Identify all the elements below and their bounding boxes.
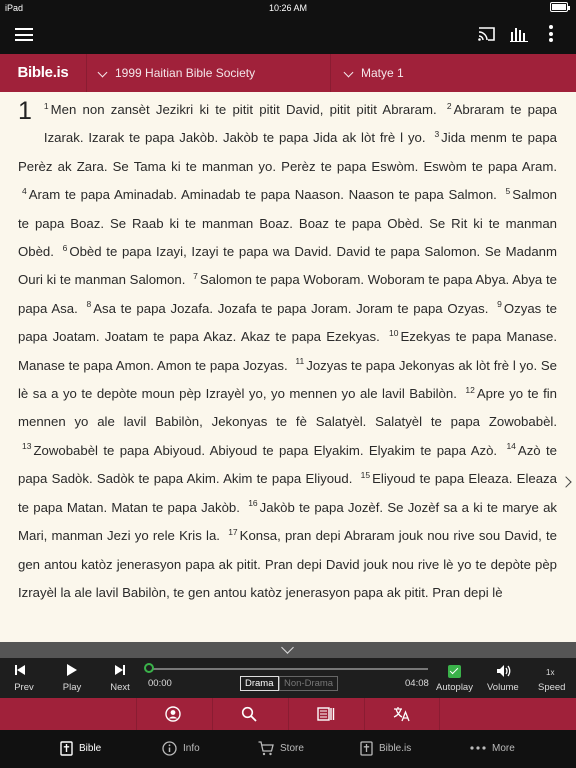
verse-text[interactable]: Apre yo te fin mennen yo ale lavil Babilòn, Jekonyas te fè Salatyèl. Salatyèl te papa Zowobabèl. xyxy=(18,386,558,430)
tab-bibleis-label: Bible.is xyxy=(379,743,412,754)
clock: 10:26 AM xyxy=(268,3,308,13)
bible-icon xyxy=(60,741,73,756)
verse-text[interactable]: Jakòb te papa Jozèf. Se Jozèf sa a ki te marye ak Mari, manman Jezi yo rele Kris la. xyxy=(18,499,558,544)
verse-text[interactable]: Jozyas te papa Jekonyas ak lòt frè l yo. Se lè sa a yo te depòte moun pèp Izrayèl yo, yo mennen yo ale lavil Babilòn. xyxy=(18,357,557,402)
tab-bible-label: Bible xyxy=(79,743,102,754)
profile-icon xyxy=(165,706,181,722)
tab-store[interactable] xyxy=(258,730,304,768)
version-label: 1999 Haitian Bible Society xyxy=(115,66,256,80)
verse-text[interactable]: Zowobabèl te papa Abiyoud. Abiyoud te papa Elyakim. Elyakim te papa Azò. xyxy=(33,442,498,458)
tab-bible[interactable] xyxy=(60,730,101,768)
verse-text[interactable]: Obèd te papa Izayi, Izayi te papa wa David. David te papa Salomon. Se Madanm Ouri ki te manman Salomon. xyxy=(18,244,557,288)
verse-text[interactable]: Ezekyas te papa Manase. Manase te papa Amon. Amon te papa Jozyas. xyxy=(18,329,558,373)
non-drama-toggle[interactable]: Non-Drama xyxy=(279,676,338,691)
verse-number: 5 xyxy=(505,185,511,196)
play-label: Play xyxy=(62,682,82,693)
more-icon xyxy=(470,745,486,751)
volume-label: Volume xyxy=(487,682,519,693)
tab-store-label: Store xyxy=(280,743,304,754)
reader-toolbar xyxy=(0,698,576,730)
chapter-text xyxy=(18,96,557,607)
reader-pane[interactable] xyxy=(0,92,576,642)
info-icon xyxy=(162,741,177,756)
verse-number: 13 xyxy=(22,441,32,452)
verse-number: 16 xyxy=(248,498,258,509)
verse-number: 11 xyxy=(295,356,305,367)
tab-more-label: More xyxy=(492,743,515,754)
battery-icon xyxy=(550,2,568,12)
verse-number: 3 xyxy=(434,129,440,140)
play-icon xyxy=(52,661,92,679)
autoplay-checkbox[interactable] xyxy=(448,665,461,678)
tab-info-label: Info xyxy=(183,743,200,754)
navigation-bar xyxy=(0,54,576,92)
search-icon xyxy=(241,706,257,722)
progress-thumb[interactable] xyxy=(144,663,154,673)
verse-text[interactable]: Azò te papa Sadòk. Sadòk te papa Akim. Akim te papa Eliyoud. xyxy=(18,442,557,487)
time-total: 04:08 xyxy=(405,678,429,689)
next-chapter-chevron-icon[interactable] xyxy=(560,476,571,487)
verse-number: 2 xyxy=(446,100,452,111)
tab-bibleis[interactable] xyxy=(360,730,411,768)
translate-icon xyxy=(393,706,411,722)
verse-number: 6 xyxy=(62,242,68,253)
translate-button[interactable] xyxy=(364,698,440,730)
verse-number: 4 xyxy=(22,185,27,196)
skip-forward-icon xyxy=(100,661,140,679)
verse-number: 15 xyxy=(360,469,371,480)
verse-text[interactable]: Salomon te papa Woboram. Woboram te papa Abya. Abya te papa Asa. xyxy=(18,272,557,316)
verse-text[interactable]: Jida menm te papa Perèz ak Zara. Se Tama ki te manman yo. Perèz te papa Eswòm. Eswòm te papa Aram. xyxy=(18,130,557,174)
verse-number: 9 xyxy=(497,299,502,310)
play-button[interactable] xyxy=(52,661,92,693)
verse-text[interactable]: Ozyas te papa Joatam. Joatam te papa Akaz. Akaz te papa Ezekyas. xyxy=(18,300,557,345)
verse-text[interactable]: Salmon te papa Boaz. Se Raab ki te manman Boaz. Boaz te papa Obèd. Se Rit ki te manman Obèd. xyxy=(18,187,557,260)
tab-info[interactable] xyxy=(162,730,200,768)
search-button[interactable] xyxy=(212,698,288,730)
verse-number: 1 xyxy=(43,100,49,111)
audio-levels-icon[interactable] xyxy=(510,26,528,42)
verse-number: 10 xyxy=(389,327,399,338)
verse-text[interactable]: Men non zansèt Jezikri ki te pitit pitit David, pitit pitit Abraram. xyxy=(50,102,437,117)
chevron-down-icon xyxy=(281,641,294,654)
progress-track[interactable] xyxy=(148,668,428,670)
drama-toggle[interactable]: Drama xyxy=(240,676,279,691)
profile-button[interactable] xyxy=(136,698,212,730)
prev-label: Prev xyxy=(14,682,34,693)
volume-icon[interactable] xyxy=(496,664,512,678)
speed-label: Speed xyxy=(538,682,566,693)
menu-icon[interactable] xyxy=(15,28,33,41)
bibleis-icon xyxy=(360,741,373,756)
verse-number: 7 xyxy=(193,271,198,282)
chevron-down-icon xyxy=(98,67,108,77)
verse-text[interactable]: Eliyoud te papa Eleaza. Eleaza te papa Matan. Matan te papa Jakòb. xyxy=(18,471,557,515)
reader-view-icon xyxy=(317,706,335,722)
cart-icon xyxy=(258,741,274,756)
cast-icon[interactable] xyxy=(478,27,495,41)
chevron-down-icon xyxy=(344,67,354,77)
verse-text[interactable]: Abraram te papa Izarak. Izarak te papa Jakòb. Jakòb te papa Jida ak lòt frè l yo. xyxy=(43,102,558,146)
overflow-menu-icon[interactable] xyxy=(548,25,554,43)
book-chapter-selector[interactable] xyxy=(330,54,576,92)
next-button[interactable] xyxy=(100,661,140,693)
status-bar xyxy=(0,0,576,16)
verse-text[interactable]: Aram te papa Aminadab. Aminadab te papa Naason. Naason te papa Salmon. xyxy=(28,187,497,203)
reader-view-button[interactable] xyxy=(288,698,364,730)
chapter-number: 1 xyxy=(18,97,32,125)
audio-player xyxy=(0,658,576,698)
tab-more[interactable] xyxy=(470,730,515,768)
player-collapse-handle[interactable] xyxy=(0,642,576,658)
device-label: iPad xyxy=(5,3,24,13)
verse-number: 14 xyxy=(506,441,516,452)
app-bar xyxy=(0,16,576,54)
prev-button[interactable] xyxy=(4,661,44,693)
verse-number: 8 xyxy=(86,299,92,310)
verse-number: 17 xyxy=(228,526,238,537)
autoplay-label: Autoplay xyxy=(436,682,473,693)
speed-value[interactable]: 1x xyxy=(546,668,555,677)
verse-number: 12 xyxy=(465,384,475,395)
next-label: Next xyxy=(110,682,130,693)
skip-back-icon xyxy=(4,661,44,679)
time-current: 00:00 xyxy=(148,678,172,689)
tab-bar xyxy=(0,730,576,768)
verse-text[interactable]: Konsa, pran depi Abraram jouk nou rive sou David, te gen antou katòz jenerasyon papa ak pitit. Pran depi David jouk nou rive lè yo te depòte pèp Izrayèl la ale lavil Babilòn, te gen antou katòz jenerasyon papa ak pitit. Pran depi lè xyxy=(18,528,557,600)
version-selector[interactable] xyxy=(86,54,330,92)
bibleis-logo: Bible.is xyxy=(17,64,69,81)
book-chapter-label: Matye 1 xyxy=(361,66,404,80)
verse-text[interactable]: Asa te papa Jozafa. Jozafa te papa Joram. Joram te papa Ozyas. xyxy=(93,300,489,316)
